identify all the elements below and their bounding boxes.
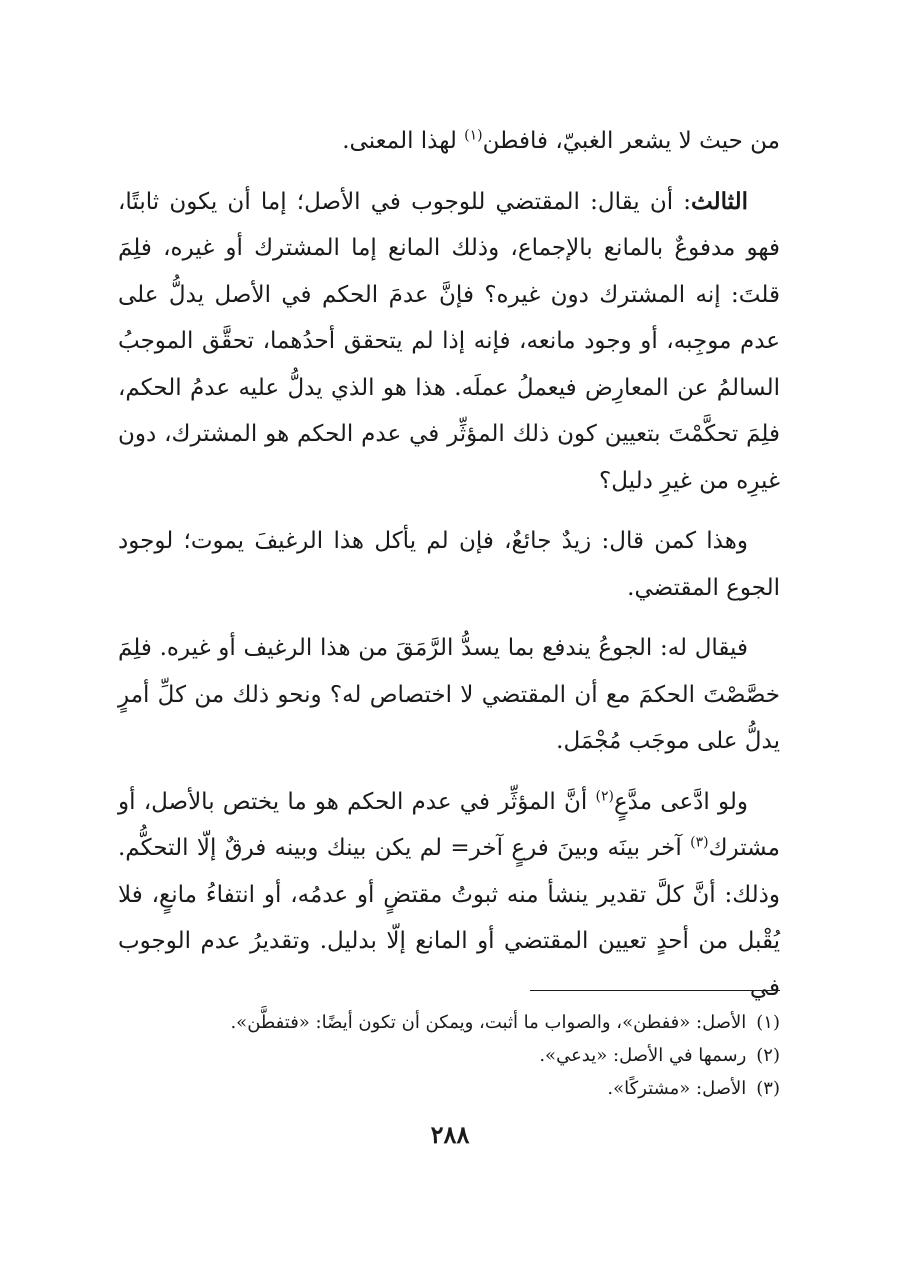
footnote-3: (٣)الأصل: «مشتركًا». [607,1078,780,1099]
page-number: ٢٨٨ [430,1120,470,1149]
footnote-ref-1[interactable]: (١) [464,127,483,144]
main-text-block [118,118,780,1025]
footnote-1: (١)الأصل: «ففطن»، والصواب ما أثبت، ويمكن أن تكون أيضًا: «فتفطَّن». [230,1012,780,1033]
paragraph-2: الثالث: أن يقال: المقتضي للوجوب في الأصل؛ إما أن يكون ثابتًا، فهو مدفوعٌ بالمانع بالإجماع، وذلك المانع إما المشترك أو غيره، فلِمَ قلتَ: إنه المشترك دون غيره؟ فإنَّ عدمَ الحكم في الأصل يدلُّ على عدم موجِبه، أو وجود مانعه، فإنه إذا لم يتحقق أحدُهما، تحقَّق الموجبُ السالمُ عن المعارِض فيعملُ عملَه. هذا هو الذي يدلُّ عليه عدمُ الحكم، فلِمَ تحكَّمْتَ بتعيين كون ذلك المؤثِّر في عدم الحكم هو المشترك، دون غيرِه من غيرِ دليل؟ [118,187,780,494]
section-term-third: الثالث [691,187,748,215]
footnote-ref-2[interactable]: (٢) [595,787,614,804]
footnote-2: (٢)رسمها في الأصل: «يدعي». [539,1045,780,1066]
paragraph-3: وهذا كمن قال: زيدٌ جائعٌ، فإن لم يأكل هذا الرغيفَ يموت؛ لوجود الجوع المقتضي. [118,528,780,601]
paragraph-4: فيقال له: الجوعُ يندفع بما يسدُّ الرَّمَقَ من هذا الرغيف أو غيره. فلِمَ خصَّصْتَ الحكمَ مع أن المقتضي لا اختصاص له؟ ونحو ذلك من كلِّ أمرٍ يدلُّ على موجَب مُجْمَل. [118,635,780,754]
footnote-ref-3[interactable]: (٣) [690,834,709,851]
footnote-divider [530,990,780,991]
paragraph-5: ولو ادَّعى مدَّعٍ$^{(٢)}$ أنَّ المؤثِّر في عدم الحكم هو ما يختص بالأصل، أو مشترك$^{(٣)}$ آخر بينَه وبينَ فرعٍ آخر= لم يكن بينك وبينه فرقٌ إلّا التحكُّم. وذلك: أنَّ كلَّ تقدير ينشأ منه ثبوتُ مقتضٍ أو عدمُه، أو انتفاءُ مانعٍ، فلا يُقْبل من أحدٍ تعيين المقتضي أو المانع إلّا بدليل. وتقديرُ عدم الوجوب في [118,787,780,1001]
paragraph-1: من حيث لا يشعر الغبيّ، فافطن$^{(١)}$ لهذا المعنى. [342,127,780,154]
footnotes [118,1006,780,1105]
